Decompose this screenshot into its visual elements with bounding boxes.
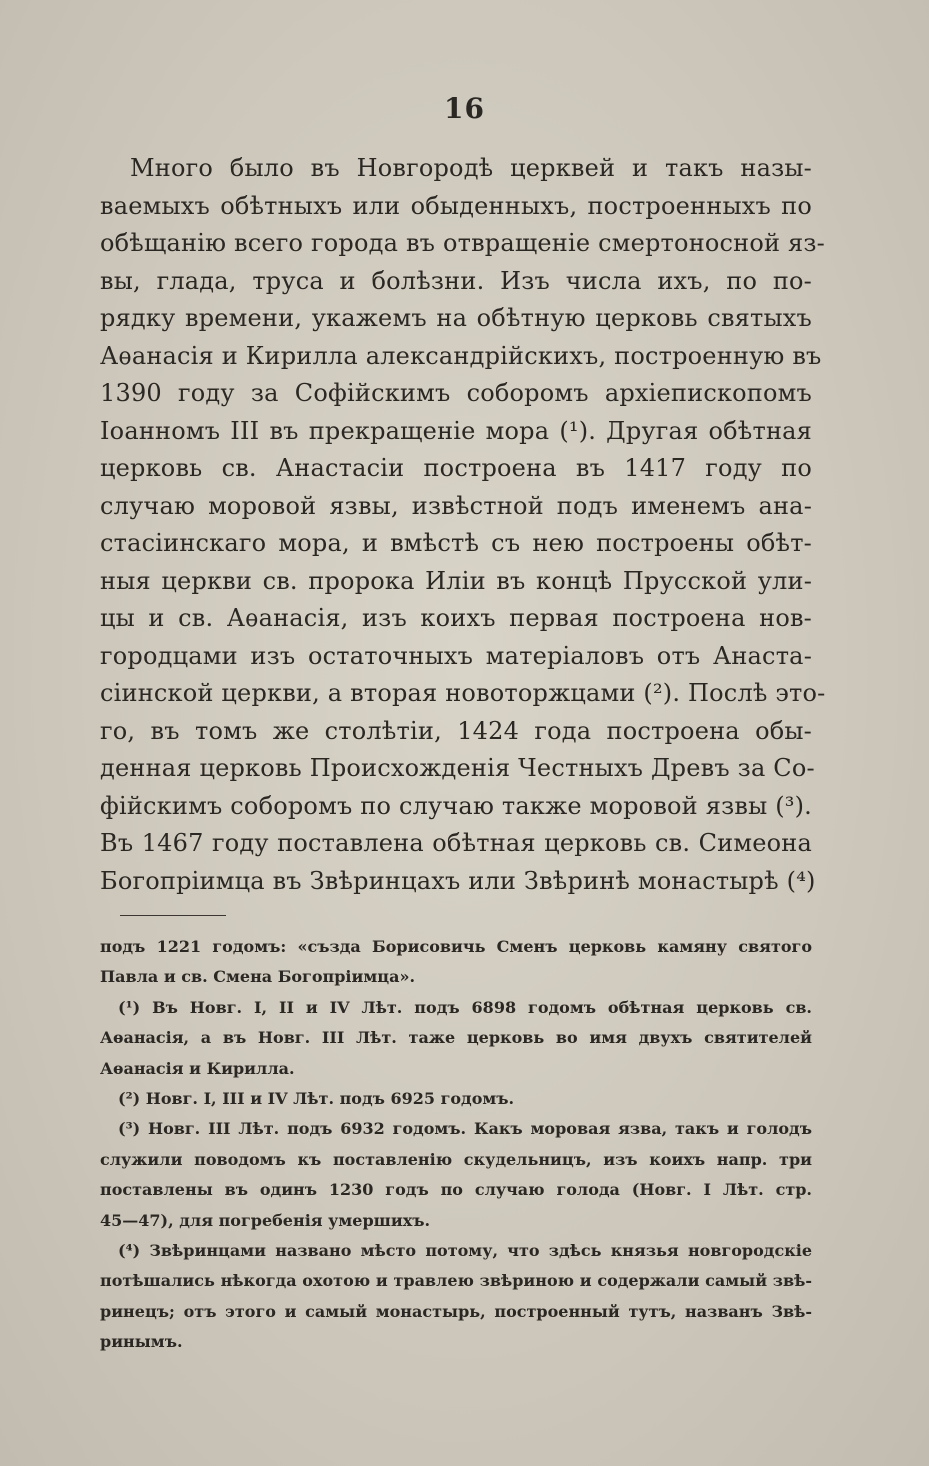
footnote-separator bbox=[120, 915, 226, 916]
footnote-line: потѣшались нѣкогда охотою и травлею звѣриною и содержали самый звѣ- bbox=[100, 1271, 812, 1291]
text-line: Аѳанасія и Кирилла александрійскихъ, построенную въ bbox=[100, 341, 822, 370]
text-line: фійскимъ соборомъ по случаю также моровой язвы (³). bbox=[100, 791, 812, 820]
footnotes-block bbox=[100, 932, 812, 1357]
text-line: вы, глада, труса и болѣзни. Изъ числа ихъ, по по- bbox=[100, 266, 812, 295]
text-line: случаю моровой язвы, извѣстной подъ именемъ ана- bbox=[100, 491, 812, 520]
footnote-line: (⁴) Звѣринцами названо мѣсто потому, что здѣсь князья новгородскіе bbox=[118, 1240, 812, 1260]
text-line: ваемыхъ обѣтныхъ или обыденныхъ, построенныхъ по bbox=[100, 191, 812, 220]
footnote-line: ринымъ. bbox=[100, 1332, 183, 1352]
text-line: сіинской церкви, а вторая новоторжцами (²). Послѣ это- bbox=[100, 679, 826, 707]
text-line: Много было въ Новгородѣ церквей и такъ назы- bbox=[130, 154, 812, 182]
page-number: 16 bbox=[444, 92, 485, 125]
footnote-line: служили поводомъ къ поставленію скудельницъ, изъ коихъ напр. три bbox=[100, 1149, 812, 1169]
footnote-line: 45—47), для погребенія умершихъ. bbox=[100, 1210, 431, 1230]
main-text-block bbox=[100, 150, 826, 900]
text-line: Іоанномъ III въ прекращеніе мора (¹). Другая обѣтная bbox=[100, 416, 812, 445]
text-line: стасіинскаго мора, и вмѣстѣ съ нею построены обѣт- bbox=[100, 529, 812, 557]
footnote-line: поставлены въ одинъ 1230 годъ по случаю голода (Новг. I Лѣт. стр. bbox=[100, 1180, 812, 1200]
text-line: церковь св. Анастасіи построена въ 1417 году по bbox=[100, 454, 812, 482]
text-line: Въ 1467 году поставлена обѣтная церковь св. Симеона bbox=[100, 829, 812, 857]
text-line: городцами изъ остаточныхъ матеріаловъ отъ Анаста- bbox=[100, 641, 812, 670]
text-line: рядку времени, укажемъ на обѣтную церковь святыхъ bbox=[100, 304, 812, 332]
footnote-line: Павла и св. Смена Богопріимца». bbox=[100, 967, 416, 987]
text-line: денная церковь Происхожденія Честныхъ Древъ за Со- bbox=[100, 754, 815, 782]
text-line: Богопріимца въ Звѣринцахъ или Звѣринѣ монастырѣ (⁴) bbox=[100, 866, 816, 895]
text-line: ныя церкви св. пророка Иліи въ концѣ Прусской ули- bbox=[100, 566, 812, 595]
footnote-line: Аѳанасія, а въ Новг. III Лѣт. таже церковь во имя двухъ святителей bbox=[100, 1028, 812, 1048]
text-line: цы и св. Аѳанасія, изъ коихъ первая построена нов- bbox=[100, 604, 812, 632]
footnote-line: ринецъ; отъ этого и самый монастырь, построенный тутъ, названъ Звѣ- bbox=[100, 1301, 812, 1321]
text-line: обѣщанію всего города въ отвращеніе смертоносной яз- bbox=[100, 229, 825, 257]
footnote-line: (¹) Въ Новг. I, II и IV Лѣт. подъ 6898 годомъ обѣтная церковь св. bbox=[118, 997, 812, 1017]
footnote-line: (³) Новг. III Лѣт. подъ 6932 годомъ. Какъ моровая язва, такъ и голодъ bbox=[118, 1119, 812, 1139]
footnote-line: подъ 1221 годомъ: «създа Борисовичь Сменъ церковь камяну святого bbox=[100, 937, 812, 956]
footnote-line: (²) Новг. I, III и IV Лѣт. подъ 6925 годомъ. bbox=[118, 1088, 515, 1108]
text-line: 1390 году за Софійскимъ соборомъ архіепископомъ bbox=[100, 379, 812, 407]
text-line: го, въ томъ же столѣтіи, 1424 года построена обы- bbox=[100, 716, 812, 745]
footnote-line: Аѳанасія и Кирилла. bbox=[100, 1058, 295, 1078]
